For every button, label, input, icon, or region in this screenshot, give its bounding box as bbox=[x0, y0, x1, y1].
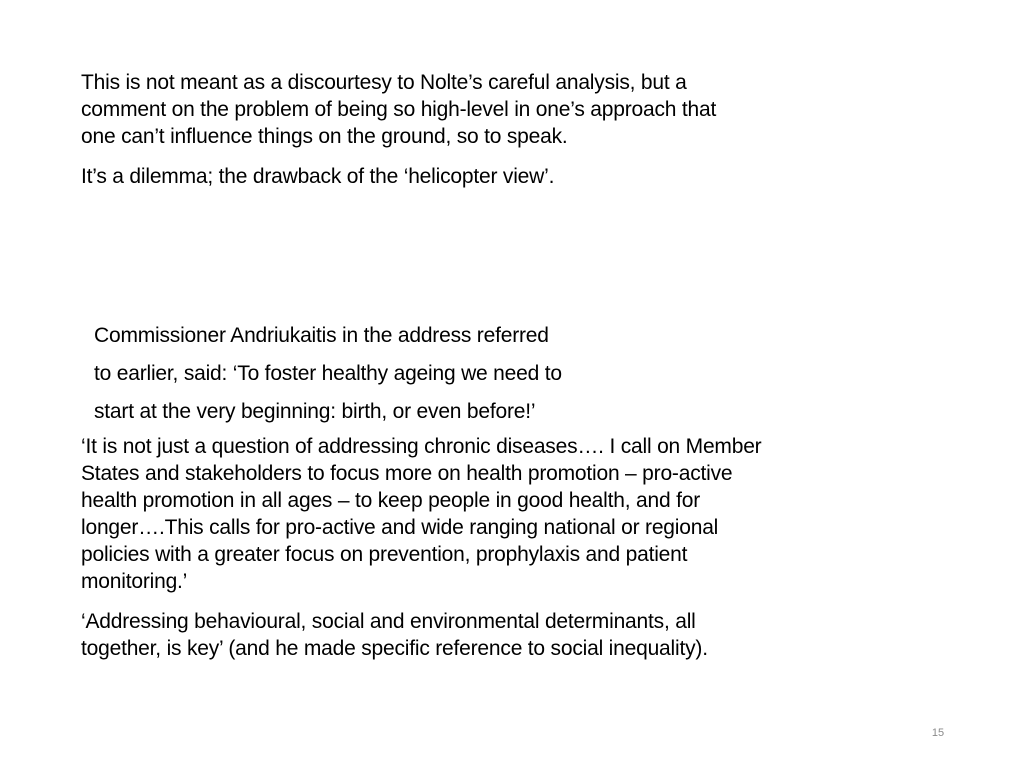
text-line: one can’t influence things on the ground, so to speak. bbox=[81, 125, 568, 148]
text-line: ‘Addressing behavioural, social and environmental determinants, all bbox=[81, 610, 696, 633]
text-line: monitoring.’ bbox=[81, 570, 188, 593]
text-line: Commissioner Andriukaitis in the address referred bbox=[94, 324, 549, 347]
page-number: 15 bbox=[931, 727, 945, 739]
text-line: to earlier, said: ‘To foster healthy ageing we need to bbox=[94, 362, 562, 385]
text-line: policies with a greater focus on prevention, prophylaxis and patient bbox=[81, 543, 688, 566]
text-line: longer….This calls for pro-active and wide ranging national or regional bbox=[81, 516, 719, 539]
paragraph-commissioner-quote-body bbox=[81, 433, 961, 595]
paragraph-nolte-comment bbox=[81, 69, 921, 150]
text-line: This is not meant as a discourtesy to Nolte’s careful analysis, but a bbox=[81, 71, 687, 94]
text-line: ‘It is not just a question of addressing chronic diseases…. I call on Member bbox=[81, 435, 762, 458]
text-line: health promotion in all ages – to keep people in good health, and for bbox=[81, 489, 700, 512]
text-line: start at the very beginning: birth, or even before!’ bbox=[94, 400, 536, 423]
text-line: It’s a dilemma; the drawback of the ‘helicopter view’. bbox=[81, 165, 555, 188]
paragraph-dilemma bbox=[81, 163, 921, 190]
text-line: States and stakeholders to focus more on health promotion – pro-active bbox=[81, 462, 733, 485]
text-line: together, is key’ (and he made specific reference to social inequality). bbox=[81, 637, 708, 660]
text-line: comment on the problem of being so high-level in one’s approach that bbox=[81, 98, 717, 121]
paragraph-commissioner-quote-closing bbox=[81, 608, 941, 662]
paragraph-commissioner-quote-intro bbox=[94, 317, 914, 431]
